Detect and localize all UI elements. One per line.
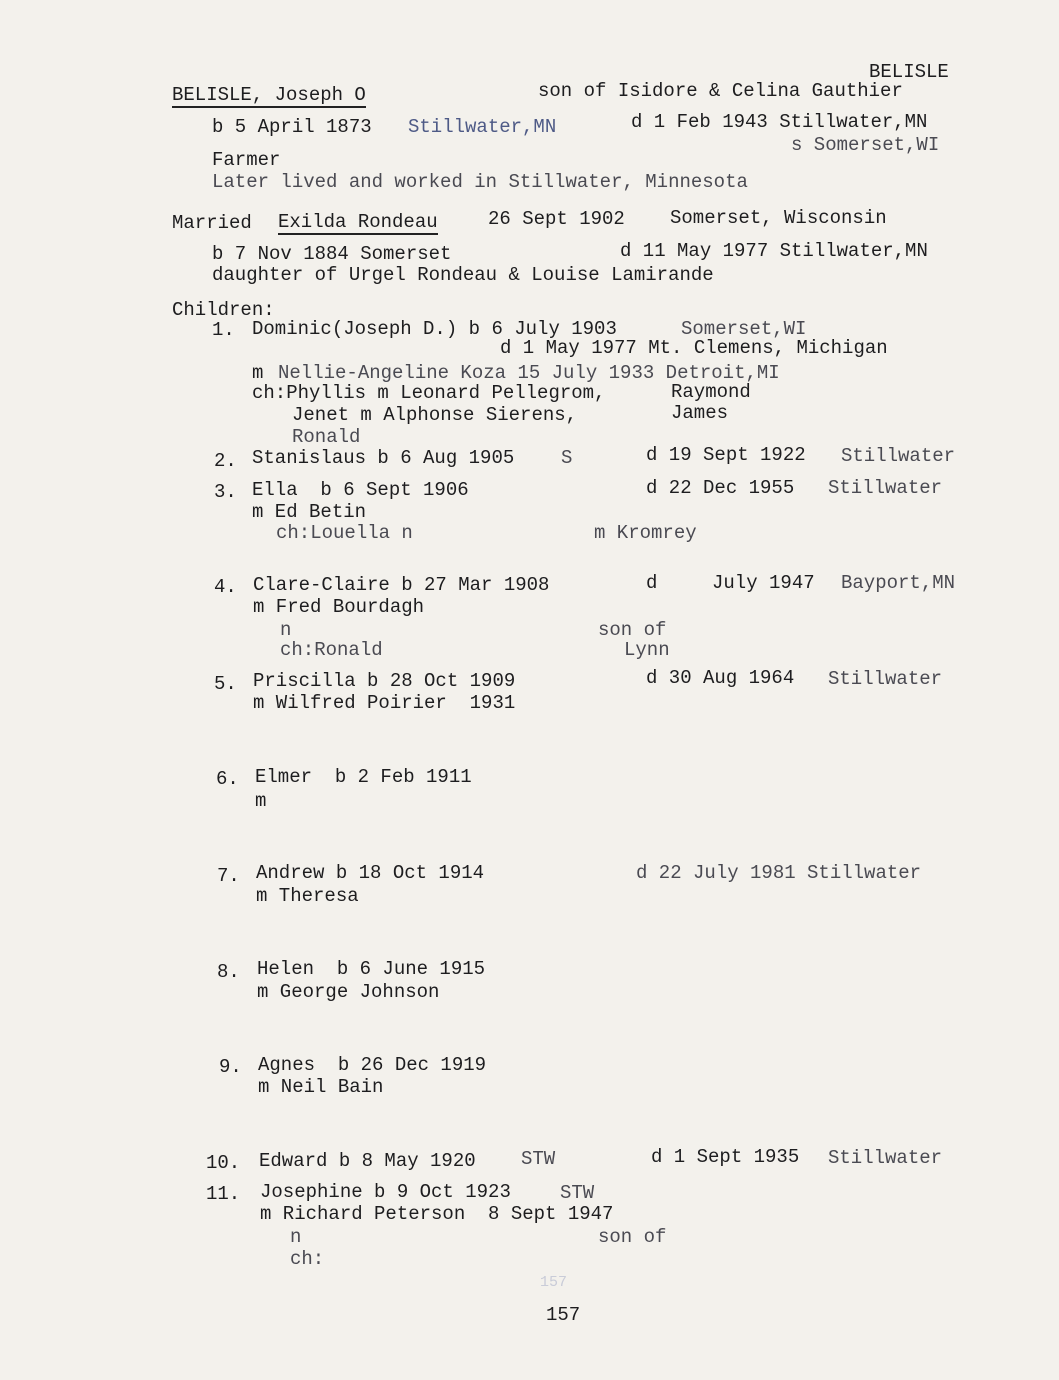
child-marriage: m Fred Bourdagh	[253, 596, 425, 618]
subject-parents: son of Isidore & Celina Gauthier	[538, 80, 903, 102]
child-name-birth: Helen b 6 June 1915	[257, 958, 486, 980]
child-death: d 22 Dec 1955	[646, 477, 795, 499]
child-marriage-prefix: m	[252, 362, 264, 384]
child-birth-place: STW	[521, 1148, 556, 1170]
spouse-parents: daughter of Urgel Rondeau & Louise Lamirande	[212, 264, 714, 286]
grandchild-ronald: Ronald	[292, 426, 361, 448]
spouse-name-text: Exilda Rondeau	[278, 211, 438, 233]
subject-birth-place: Stillwater,MN	[408, 116, 557, 138]
child-number: 5.	[214, 673, 237, 695]
spouse-name	[278, 211, 438, 233]
child-marriage: m Wilfred Poirier 1931	[253, 692, 516, 714]
subject-name-text: BELISLE, Joseph O	[172, 84, 366, 106]
subject-name	[172, 84, 366, 106]
child-number: 8.	[217, 961, 240, 983]
child-death: d 19 Sept 1922	[646, 444, 806, 466]
child-death-place: Stillwater	[828, 477, 943, 499]
grandchild-raymond: Raymond	[671, 381, 751, 403]
child-death: d 1 Sept 1935	[651, 1146, 800, 1168]
child-name-birth: Ella b 6 Sept 1906	[252, 479, 469, 501]
grandchild-line: ch:	[290, 1248, 325, 1270]
child-name-birth: Dominic(Joseph D.) b 6 July 1903	[252, 318, 617, 340]
grandchild-line: ch:Louella n	[276, 522, 413, 544]
child-birth-place: Somerset,WI	[681, 318, 807, 340]
child-number: 2.	[214, 450, 237, 472]
spouse-n: n	[290, 1226, 302, 1248]
children-label: Children:	[172, 299, 275, 321]
child-marriage: m Neil Bain	[258, 1076, 384, 1098]
child-marriage: m Richard Peterson 8 Sept 1947	[260, 1203, 614, 1225]
child-marriage: m	[255, 790, 267, 812]
spouse-death: d 11 May 1977 Stillwater,MN	[620, 240, 928, 262]
child-name-birth: Elmer b 2 Feb 1911	[255, 766, 472, 788]
child-marriage: m George Johnson	[257, 981, 440, 1003]
child-name-birth: Stanislaus b 6 Aug 1905	[252, 447, 515, 469]
child-number: 10.	[206, 1152, 241, 1174]
marriage-prefix: Married	[172, 212, 252, 234]
spouse-birth: b 7 Nov 1884 Somerset	[212, 243, 452, 265]
child-number: 7.	[217, 865, 240, 887]
child-marriage: m Ed Betin	[252, 501, 367, 523]
subject-death: d 1 Feb 1943 Stillwater,MN	[631, 111, 928, 133]
child-number: 6.	[216, 768, 239, 790]
faint-page-mark: 157	[540, 1274, 568, 1291]
child-death: d 22 July 1981 Stillwater	[636, 862, 922, 884]
child-name-birth: Priscilla b 28 Oct 1909	[253, 670, 516, 692]
child-death-place: Stillwater	[828, 668, 943, 690]
child-name-birth: Agnes b 26 Dec 1919	[258, 1054, 487, 1076]
subject-note: Later lived and worked in Stillwater, Minnesota	[212, 171, 748, 193]
child-name-birth: Josephine b 9 Oct 1923	[260, 1181, 511, 1203]
marriage-place: Somerset, Wisconsin	[670, 207, 887, 229]
grandchild-line-1: ch:Phyllis m Leonard Pellegrom,	[252, 382, 606, 404]
page-number: 157	[546, 1304, 581, 1326]
child-death-label: d	[646, 572, 658, 594]
child-number: 3.	[214, 481, 237, 503]
child-name-birth: Edward b 8 May 1920	[259, 1150, 476, 1172]
child-marriage: Nellie-Angeline Koza 15 July 1933 Detroit,MI	[278, 362, 780, 384]
child-death: d 30 Aug 1964	[646, 667, 795, 689]
spouse-n: n	[280, 619, 292, 641]
child-number: 1.	[212, 319, 235, 341]
child-death-place: Stillwater	[841, 445, 956, 467]
child-death: d 1 May 1977 Mt. Clemens, Michigan	[500, 337, 888, 359]
grandchild-james: James	[671, 402, 729, 424]
grandchild-line: ch:Ronald	[280, 639, 383, 661]
child-birth-place: S	[561, 447, 573, 469]
spouse-son-of: son of	[598, 619, 667, 641]
subject-birth: b 5 April 1873	[212, 116, 372, 138]
surname-tag: BELISLE	[869, 61, 949, 83]
child-number: 11.	[206, 1183, 241, 1205]
child-birth-place: STW	[560, 1182, 595, 1204]
child-death-place: Stillwater	[828, 1147, 943, 1169]
child-name-birth: Andrew b 18 Oct 1914	[256, 862, 485, 884]
child-death: July 1947	[712, 572, 815, 594]
marriage-date: 26 Sept 1902	[488, 208, 625, 230]
child-number: 4.	[214, 576, 237, 598]
grandchild-spouse: m Kromrey	[594, 522, 697, 544]
subject-occupation: Farmer	[212, 149, 281, 171]
spouse-son-of: son of	[598, 1226, 667, 1248]
subject-burial: s Somerset,WI	[791, 134, 940, 156]
child-death-place: Bayport,MN	[841, 572, 956, 594]
child-name-birth: Clare-Claire b 27 Mar 1908	[253, 574, 550, 596]
child-number: 9.	[219, 1056, 242, 1078]
child-marriage: m Theresa	[256, 885, 359, 907]
grandchild-line-2: Jenet m Alphonse Sierens,	[292, 404, 578, 426]
spouse-parent: Lynn	[624, 639, 670, 661]
